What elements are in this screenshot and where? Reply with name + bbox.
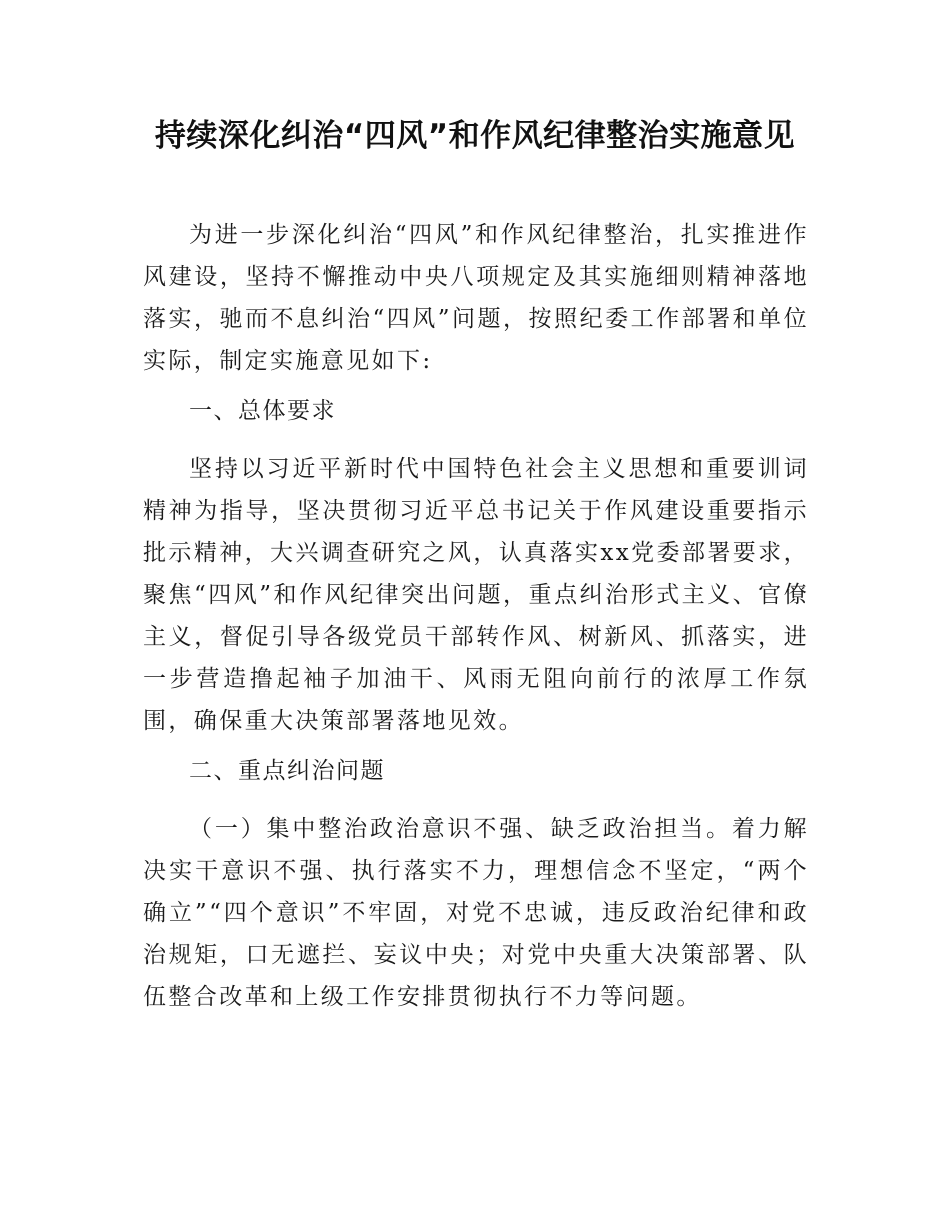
- document-body: [143, 214, 809, 1026]
- section-heading-general-requirements: 一、总体要求: [189, 398, 336, 424]
- key-issue-1-paragraph: （一）集中整治政治意识不强、缺乏政治担当。着力解决实干意识不强、执行落实不力，理想信念不坚定，“两个确立”“四个意识”不牢固，对党不忠诚，违反政治纪律和政治规矩，口无遮拦、妄议中央；对党中央重大决策部署、队伍整合改革和上级工作安排贯彻执行不力等问题。: [143, 816, 809, 1010]
- section-heading-key-issues: 二、重点纠治问题: [189, 758, 385, 784]
- intro-paragraph: 为进一步深化纠治“四风”和作风纪律整治，扎实推进作风建设，坚持不懈推动中央八项规定及其实施细则精神落地落实，驰而不息纠治“四风”问题，按照纪委工作部署和单位实际，制定实施意见如下:: [143, 222, 809, 374]
- general-requirements-paragraph: 坚持以习近平新时代中国特色社会主义思想和重要训词精神为指导，坚决贯彻习近平总书记关于作风建设重要指示批示精神，大兴调查研究之风，认真落实xx党委部署要求，聚焦“四风”和作风纪律突出问题，重点纠治形式主义、官僚主义，督促引导各级党员干部转作风、树新风、抓落实，进一步营造撸起袖子加油干、风雨无阻向前行的浓厚工作氛围，确保重大决策部署落地见效。: [143, 456, 809, 734]
- document-title: 持续深化纠治“四风”和作风纪律整治实施意见: [154, 118, 796, 154]
